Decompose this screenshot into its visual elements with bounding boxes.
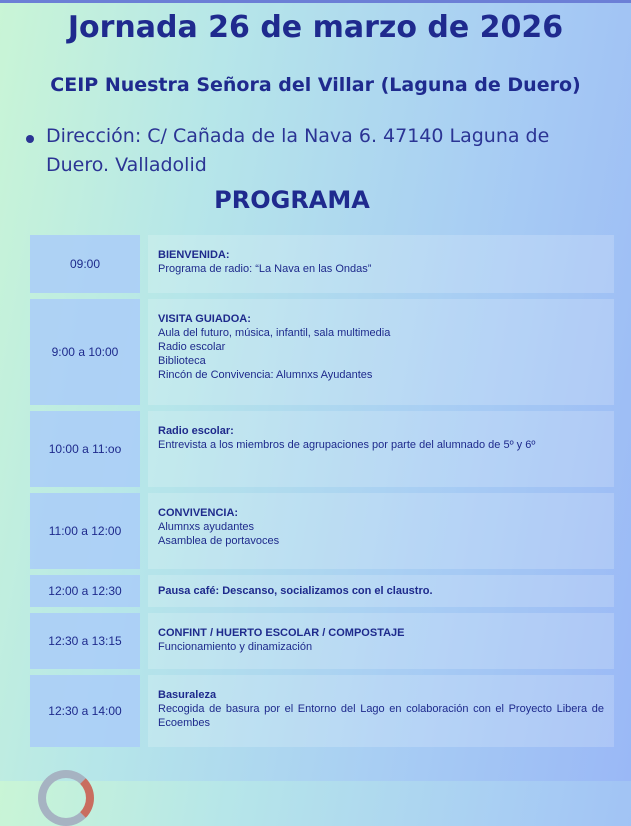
program-content	[148, 613, 614, 669]
program-row	[30, 411, 614, 487]
program-item-line: Aula del futuro, música, infantil, sala multimedia	[158, 327, 391, 339]
program-item-title: Pausa café: Descanso, socializamos con el claustro.	[158, 585, 433, 597]
program-item-line: Alumnxs ayudantes	[158, 521, 254, 533]
logo-icon	[38, 770, 94, 826]
bullet-icon	[26, 135, 34, 143]
program-time: 12:00 a 12:30	[30, 575, 140, 607]
program-item-line: Entrevista a los miembros de agrupaciones por parte del alumnado de 5º y 6º	[158, 439, 536, 451]
program-item-line: Funcionamiento y dinamización	[158, 641, 313, 653]
program-item-title: CONVIVENCIA:	[158, 507, 239, 519]
program-heading: PROGRAMA	[214, 186, 370, 214]
program-row	[30, 299, 614, 405]
program-row	[30, 613, 614, 669]
program-item-title: VISITA GUIADOA:	[158, 313, 251, 325]
program-table	[30, 235, 614, 753]
program-row	[30, 493, 614, 569]
program-row	[30, 575, 614, 607]
program-item-line: Recogida de basura por el Entorno del Lago en colaboración con el Proyecto Libera de Ecoembes	[158, 703, 604, 729]
program-time: 9:00 a 10:00	[30, 299, 140, 405]
program-content	[148, 299, 614, 405]
program-time: 11:00 a 12:00	[30, 493, 140, 569]
program-row	[30, 235, 614, 293]
program-row	[30, 675, 614, 747]
page-title: Jornada 26 de marzo de 2026	[67, 10, 564, 45]
program-content	[148, 675, 614, 747]
school-name: CEIP Nuestra Señora del Villar (Laguna de Duero)	[50, 74, 581, 96]
program-time: 09:00	[30, 235, 140, 293]
program-content	[148, 493, 614, 569]
program-item-title: Basuraleza	[158, 689, 217, 701]
program-time: 12:30 a 13:15	[30, 613, 140, 669]
program-item-line: Biblioteca	[158, 355, 206, 367]
top-border	[0, 0, 631, 3]
program-item-line: Asamblea de portavoces	[158, 535, 280, 547]
program-item-title: Radio escolar:	[158, 425, 234, 437]
program-item-line: Rincón de Convivencia: Alumnxs Ayudantes	[158, 369, 373, 381]
program-item-title: CONFINT / HUERTO ESCOLAR / COMPOSTAJE	[158, 627, 405, 639]
program-time: 10:00 a 11:oo	[30, 411, 140, 487]
program-content	[148, 235, 614, 293]
address-text: Dirección: C/ Cañada de la Nava 6. 47140 Laguna de Duero. Valladolid	[46, 125, 550, 176]
program-content	[148, 411, 614, 487]
program-item-title: BIENVENIDA:	[158, 249, 230, 261]
program-time: 12:30 a 14:00	[30, 675, 140, 747]
program-item-line: Radio escolar	[158, 341, 226, 353]
program-content	[148, 575, 614, 607]
program-item-line: Programa de radio: “La Nava en las Ondas”	[158, 263, 372, 275]
